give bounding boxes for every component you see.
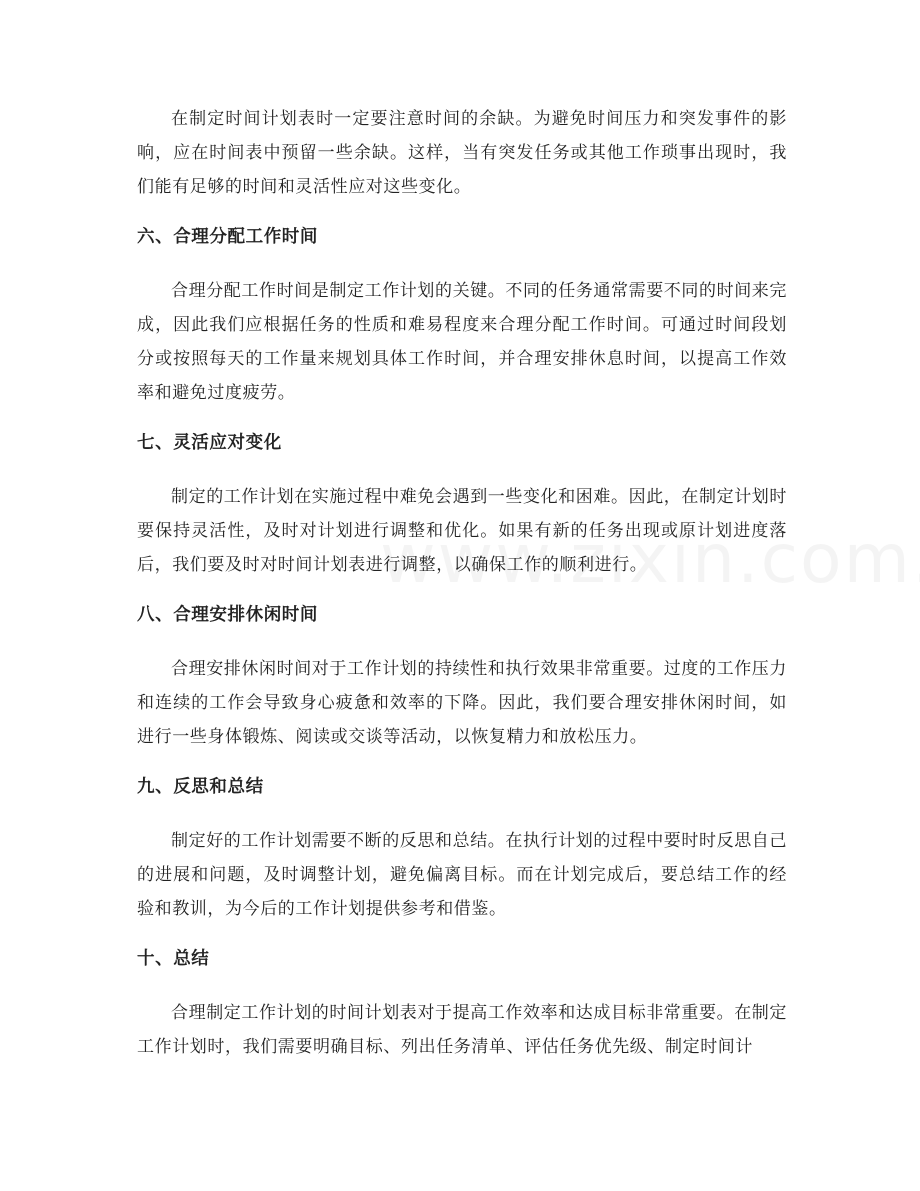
paragraph-section-9: 制定好的工作计划需要不断的反思和总结。在执行计划的过程中要时时反思自己的进展和问题，及时调整计划，避免偏离目标。而在计划完成后，要总结工作的经验和教训，为今后的工作计划提供参考和借鉴。 bbox=[137, 831, 787, 919]
spacer bbox=[137, 804, 787, 824]
spacer bbox=[137, 410, 787, 426]
paragraph-section-6: 合理分配工作时间是制定工作计划的关键。不同的任务通常需要不同的时间来完成，因此我们应根据任务的性质和难易程度来合理分配工作时间。可通过时间段划分或按照每天的工作量来规划具体工作时间，并合理安排休息时间，以提高工作效率和避免过度疲劳。 bbox=[137, 281, 787, 403]
spacer bbox=[137, 204, 787, 220]
section-heading-7: 七、灵活应对变化 bbox=[137, 433, 282, 453]
section-heading-10: 十、总结 bbox=[137, 949, 210, 969]
section-heading-8: 八、合理安排休闲时间 bbox=[137, 605, 318, 625]
paragraph-intro: 在制定时间计划表时一定要注意时间的余缺。为避免时间压力和突发事件的影响，应在时间表中预留一些余缺。这样，当有突发任务或其他工作琐事出现时，我们能有足够的时间和灵活性应对这些变化。 bbox=[137, 109, 787, 197]
section-heading-9: 九、反思和总结 bbox=[137, 777, 264, 797]
paragraph-section-10: 合理制定工作计划的时间计划表对于提高工作效率和达成目标非常重要。在制定工作计划时，我们需要明确目标、列出任务清单、评估任务优先级、制定时间计 bbox=[137, 1003, 787, 1057]
spacer bbox=[137, 926, 787, 942]
spacer bbox=[137, 632, 787, 652]
paragraph-section-8: 合理安排休闲时间对于工作计划的持续性和执行效果非常重要。过度的工作压力和连续的工作会导致身心疲惫和效率的下降。因此，我们要合理安排休闲时间，如进行一些身体锻炼、阅读或交谈等活动，以恢复精力和放松压力。 bbox=[137, 659, 787, 747]
spacer bbox=[137, 582, 787, 598]
spacer bbox=[137, 460, 787, 480]
document-body bbox=[137, 102, 787, 1064]
spacer bbox=[137, 754, 787, 770]
section-heading-6: 六、合理分配工作时间 bbox=[137, 227, 318, 247]
spacer bbox=[137, 976, 787, 996]
paragraph-section-7: 制定的工作计划在实施过程中难免会遇到一些变化和困难。因此，在制定计划时要保持灵活性，及时对计划进行调整和优化。如果有新的任务出现或原计划进度落后，我们要及时对时间计划表进行调整，以确保工作的顺利进行。 bbox=[137, 487, 787, 575]
spacer bbox=[137, 254, 787, 274]
